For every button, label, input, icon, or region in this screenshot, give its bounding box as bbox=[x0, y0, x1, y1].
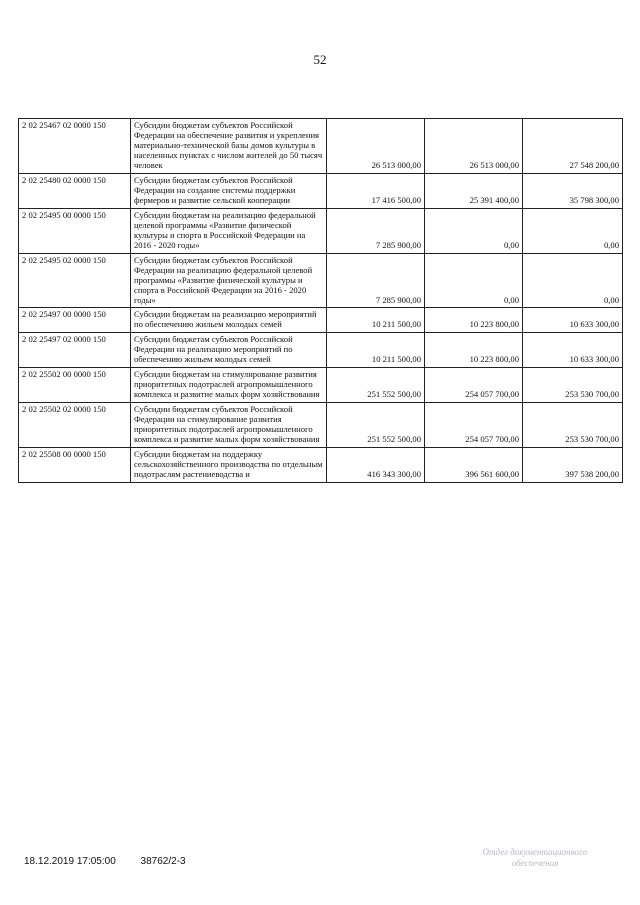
row-value-2: 25 391 400,00 bbox=[425, 173, 523, 208]
row-code: 2 02 25497 00 0000 150 bbox=[19, 308, 131, 333]
row-value-3: 0,00 bbox=[523, 208, 623, 253]
row-value-2: 26 513 000,00 bbox=[425, 119, 523, 174]
row-name: Субсидии бюджетам субъектов Российской Федерации на реализацию мероприятий по обеспечению жильем молодых семей bbox=[131, 333, 327, 368]
row-value-1: 7 285 900,00 bbox=[327, 253, 425, 308]
row-code: 2 02 25502 00 0000 150 bbox=[19, 368, 131, 403]
row-code: 2 02 25502 02 0000 150 bbox=[19, 403, 131, 448]
row-name: Субсидии бюджетам на поддержку сельскохозяйственного производства по отдельным подотраслям растениеводства и bbox=[131, 448, 327, 483]
row-value-1: 416 343 300,00 bbox=[327, 448, 425, 483]
table-row bbox=[19, 208, 623, 253]
row-name: Субсидии бюджетам на реализацию мероприятий по обеспечению жильем молодых семей bbox=[131, 308, 327, 333]
office-stamp: Отдел документационного обеспечения bbox=[482, 847, 588, 869]
row-name: Субсидии бюджетам субъектов Российской Федерации на обеспечение развития и укрепления материально-технической базы домов культуры в населенных пунктах с числом жителей до 50 тысяч человек bbox=[131, 119, 327, 174]
row-value-3: 10 633 300,00 bbox=[523, 308, 623, 333]
row-value-3: 397 538 200,00 bbox=[523, 448, 623, 483]
row-value-1: 7 285 900,00 bbox=[327, 208, 425, 253]
row-code: 2 02 25495 00 0000 150 bbox=[19, 208, 131, 253]
row-value-2: 10 223 800,00 bbox=[425, 308, 523, 333]
row-name: Субсидии бюджетам на реализацию федеральной целевой программы «Развитие физической культуры и спорта в Российской Федерации на 2016 - 2020 годы» bbox=[131, 208, 327, 253]
row-value-2: 0,00 bbox=[425, 208, 523, 253]
row-value-2: 254 057 700,00 bbox=[425, 403, 523, 448]
row-value-3: 10 633 300,00 bbox=[523, 333, 623, 368]
table-row bbox=[19, 253, 623, 308]
row-name: Субсидии бюджетам субъектов Российской Федерации на стимулирование развития приоритетных подотраслей агропромышленного комплекса и развитие малых форм хозяйствования bbox=[131, 403, 327, 448]
row-value-1: 10 211 500,00 bbox=[327, 333, 425, 368]
table-row bbox=[19, 173, 623, 208]
footer-doc-id: 38762/2-3 bbox=[140, 856, 186, 867]
budget-table-body bbox=[19, 119, 623, 483]
row-value-2: 10 223 800,00 bbox=[425, 333, 523, 368]
table-row bbox=[19, 368, 623, 403]
row-code: 2 02 25497 02 0000 150 bbox=[19, 333, 131, 368]
row-name: Субсидии бюджетам на стимулирование развития приоритетных подотраслей агропромышленного комплекса и развитие малых форм хозяйствования bbox=[131, 368, 327, 403]
row-value-1: 17 416 500,00 bbox=[327, 173, 425, 208]
table-row bbox=[19, 308, 623, 333]
row-value-3: 35 798 300,00 bbox=[523, 173, 623, 208]
row-code: 2 02 25508 00 0000 150 bbox=[19, 448, 131, 483]
table-row bbox=[19, 448, 623, 483]
row-value-1: 251 552 500,00 bbox=[327, 403, 425, 448]
row-value-2: 0,00 bbox=[425, 253, 523, 308]
row-name: Субсидии бюджетам субъектов Российской Федерации на реализацию федеральной целевой программы «Развитие физической культуры и спорта в Российской Федерации на 2016 - 2020 годы» bbox=[131, 253, 327, 308]
page-number: 52 bbox=[313, 52, 327, 67]
row-name: Субсидии бюджетам субъектов Российской Федерации на создание системы поддержки фермеров и развитие сельской кооперации bbox=[131, 173, 327, 208]
row-value-1: 10 211 500,00 bbox=[327, 308, 425, 333]
row-value-2: 254 057 700,00 bbox=[425, 368, 523, 403]
row-code: 2 02 25480 02 0000 150 bbox=[19, 173, 131, 208]
table-row bbox=[19, 119, 623, 174]
row-value-3: 27 548 200,00 bbox=[523, 119, 623, 174]
row-value-2: 396 561 600,00 bbox=[425, 448, 523, 483]
row-code: 2 02 25467 02 0000 150 bbox=[19, 119, 131, 174]
footer-timestamp: 18.12.2019 17:05:00 bbox=[24, 856, 116, 867]
table-row bbox=[19, 403, 623, 448]
row-value-3: 0,00 bbox=[523, 253, 623, 308]
footer bbox=[24, 856, 208, 867]
row-code: 2 02 25495 02 0000 150 bbox=[19, 253, 131, 308]
row-value-1: 26 513 000,00 bbox=[327, 119, 425, 174]
row-value-3: 253 530 700,00 bbox=[523, 403, 623, 448]
row-value-3: 253 530 700,00 bbox=[523, 368, 623, 403]
budget-table bbox=[18, 118, 623, 483]
table-row bbox=[19, 333, 623, 368]
row-value-1: 251 552 500,00 bbox=[327, 368, 425, 403]
